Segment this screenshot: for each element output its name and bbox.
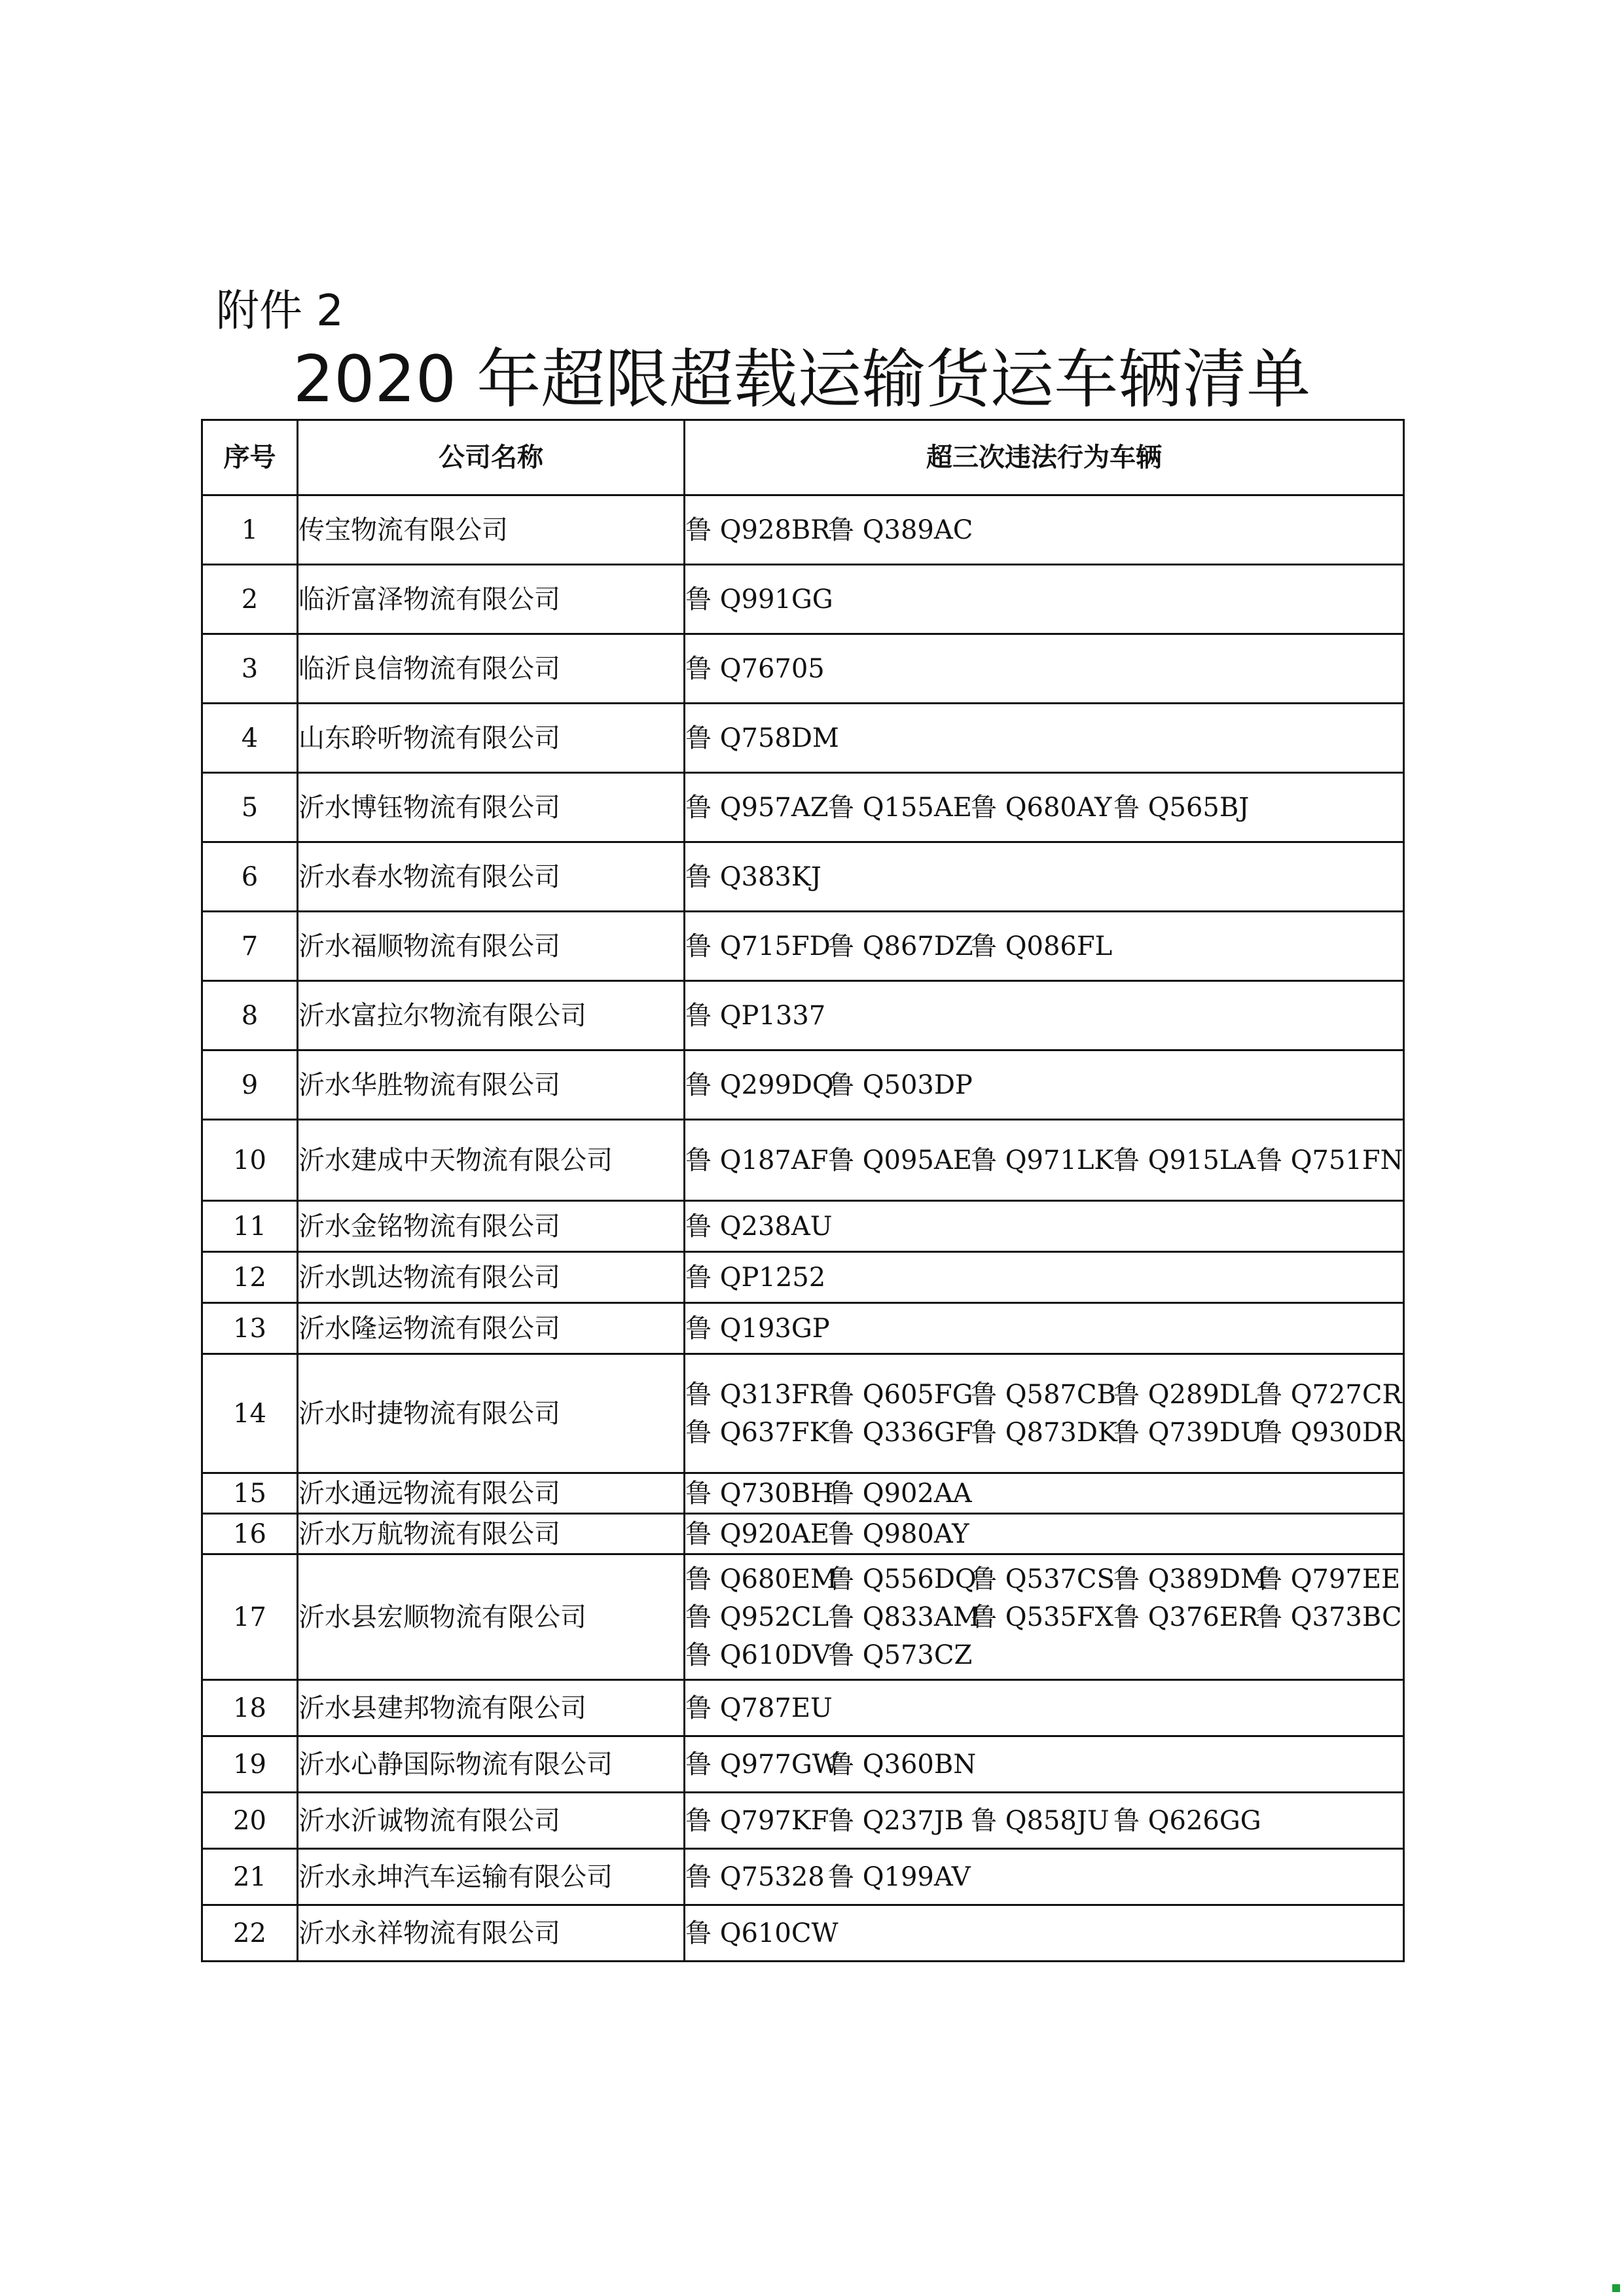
vehicle-plates: [685, 981, 1404, 1050]
table-row: [202, 1849, 1404, 1905]
plate-number: 鲁 Q915LA: [1113, 1145, 1256, 1175]
row-index: 14: [202, 1354, 298, 1473]
table-row: [202, 565, 1404, 634]
plate-number: 鲁 Q977GW: [685, 1749, 839, 1780]
table-row: [202, 1905, 1404, 1962]
company-name: 沂水建成中天物流有限公司: [298, 1120, 685, 1201]
company-name: 沂水凯达物流有限公司: [298, 1252, 685, 1303]
plate-number: 鲁 Q758DM: [685, 723, 839, 753]
plate-number: 鲁 Q336GF: [828, 1417, 973, 1448]
plate-number: 鲁 Q187AF: [685, 1145, 829, 1175]
plate-number: 鲁 Q373BC: [1256, 1602, 1402, 1632]
plate-number: 鲁 Q797KF: [685, 1805, 829, 1836]
plate-number: 鲁 Q587CB: [971, 1379, 1116, 1410]
plate-number: 鲁 Q289DL: [1113, 1379, 1258, 1410]
plate-number: 鲁 Q902AA: [828, 1478, 972, 1509]
plate-number: 鲁 Q383KJ: [685, 861, 821, 892]
plate-number: 鲁 Q971LK: [971, 1145, 1114, 1175]
company-name: 沂水县建邦物流有限公司: [298, 1680, 685, 1736]
plate-number: 鲁 Q573CZ: [828, 1640, 973, 1670]
row-index: 4: [202, 704, 298, 773]
vehicle-plates: [685, 912, 1404, 981]
row-index: 20: [202, 1793, 298, 1849]
plate-number: 鲁 Q299DQ: [685, 1069, 834, 1100]
table-row: [202, 1354, 1404, 1473]
company-name: 沂水富拉尔物流有限公司: [298, 981, 685, 1050]
row-index: 2: [202, 565, 298, 634]
vehicle-plates: [685, 1514, 1404, 1554]
table-row: [202, 1303, 1404, 1354]
vehicle-plates: [685, 1554, 1404, 1680]
plate-number: 鲁 Q313FR: [685, 1379, 829, 1410]
row-index: 21: [202, 1849, 298, 1905]
row-index: 12: [202, 1252, 298, 1303]
row-index: 22: [202, 1905, 298, 1962]
plate-number: 鲁 Q537CS: [971, 1564, 1115, 1594]
table-header-row: [202, 420, 1404, 495]
plate-number: 鲁 Q376ER: [1113, 1602, 1259, 1632]
plate-number: 鲁 Q833AM: [828, 1602, 980, 1632]
vehicle-list-table: [201, 419, 1405, 1962]
plate-number: 鲁 Q605FG: [828, 1379, 973, 1410]
vehicle-plates: [685, 1201, 1404, 1252]
company-name: 沂水永坤汽车运输有限公司: [298, 1849, 685, 1905]
company-name: 沂水福顺物流有限公司: [298, 912, 685, 981]
row-index: 13: [202, 1303, 298, 1354]
table-row: [202, 1554, 1404, 1680]
plate-number: 鲁 Q086FL: [971, 931, 1113, 961]
plate-number: 鲁 Q155AE: [828, 792, 972, 823]
plate-number: 鲁 Q680EM: [685, 1564, 838, 1594]
row-index: 19: [202, 1736, 298, 1793]
vehicle-plates: [685, 1252, 1404, 1303]
table-row: [202, 1252, 1404, 1303]
row-index: 10: [202, 1120, 298, 1201]
table-row: [202, 1050, 1404, 1120]
row-index: 1: [202, 495, 298, 565]
row-index: 6: [202, 842, 298, 912]
company-name: 沂水隆运物流有限公司: [298, 1303, 685, 1354]
row-index: 16: [202, 1514, 298, 1554]
table-row: [202, 1793, 1404, 1849]
company-name: 沂水心静国际物流有限公司: [298, 1736, 685, 1793]
plate-number: 鲁 Q193GP: [685, 1313, 830, 1344]
company-name: 沂水金铭物流有限公司: [298, 1201, 685, 1252]
table-row: [202, 773, 1404, 842]
vehicle-plates: [685, 1354, 1404, 1473]
plate-number: 鲁 Q739DU: [1113, 1417, 1263, 1448]
vehicle-plates: [685, 1303, 1404, 1354]
table-row: [202, 981, 1404, 1050]
table-row: [202, 842, 1404, 912]
plate-number: 鲁 Q952CL: [685, 1602, 829, 1632]
plate-number: 鲁 Q680AY: [971, 792, 1112, 823]
company-name: 沂水县宏顺物流有限公司: [298, 1554, 685, 1680]
plate-number: 鲁 Q360BN: [828, 1749, 977, 1780]
table-row: [202, 634, 1404, 704]
plate-number: 鲁 Q095AE: [828, 1145, 972, 1175]
row-index: 9: [202, 1050, 298, 1120]
plate-number: 鲁 Q715FD: [685, 931, 831, 961]
plate-number: 鲁 Q858JU: [971, 1805, 1110, 1836]
plate-number: 鲁 Q503DP: [828, 1069, 973, 1100]
vehicle-plates: [685, 1905, 1404, 1962]
vehicle-plates: [685, 773, 1404, 842]
plate-number: 鲁 Q957AZ: [685, 792, 829, 823]
vehicle-plates: [685, 1680, 1404, 1736]
plate-number: 鲁 Q556DQ: [828, 1564, 977, 1594]
vehicle-plates: [685, 495, 1404, 565]
plate-number: 鲁 Q237JB: [828, 1805, 964, 1836]
table-row: [202, 912, 1404, 981]
row-index: 18: [202, 1680, 298, 1736]
header-company: 公司名称: [298, 420, 685, 495]
plate-number: 鲁 Q238AU: [685, 1211, 833, 1242]
plate-number: 鲁 Q930DR: [1256, 1417, 1403, 1448]
company-name: 临沂良信物流有限公司: [298, 634, 685, 704]
plate-number: 鲁 Q787EU: [685, 1693, 833, 1723]
plate-number: 鲁 Q991GG: [685, 584, 833, 615]
plate-number: 鲁 Q565BJ: [1113, 792, 1250, 823]
plate-number: 鲁 QP1337: [685, 1000, 826, 1031]
document-title: 2020 年超限超载运输货运车辆清单: [293, 342, 1311, 417]
plate-number: 鲁 QP1252: [685, 1262, 826, 1293]
plate-number: 鲁 Q727CR: [1256, 1379, 1402, 1410]
company-name: 山东聆听物流有限公司: [298, 704, 685, 773]
table-body: [202, 495, 1404, 1962]
plate-number: 鲁 Q980AY: [828, 1518, 969, 1549]
company-name: 临沂富泽物流有限公司: [298, 565, 685, 634]
plate-number: 鲁 Q389AC: [828, 514, 973, 545]
table-row: [202, 1120, 1404, 1201]
attachment-label: 附件 2: [216, 285, 344, 336]
plate-number: 鲁 Q637FK: [685, 1417, 829, 1448]
table-row: [202, 704, 1404, 773]
company-name: 沂水春水物流有限公司: [298, 842, 685, 912]
row-index: 7: [202, 912, 298, 981]
plate-number: 鲁 Q610CW: [685, 1918, 839, 1948]
row-index: 8: [202, 981, 298, 1050]
vehicle-plates: [685, 1120, 1404, 1201]
vehicle-plates: [685, 1736, 1404, 1793]
table-row: [202, 1680, 1404, 1736]
vehicle-plates: [685, 565, 1404, 634]
table-row: [202, 1473, 1404, 1514]
plate-number: 鲁 Q751FN: [1256, 1145, 1403, 1175]
corner-mark-icon: [1612, 2284, 1620, 2292]
company-name: 传宝物流有限公司: [298, 495, 685, 565]
company-name: 沂水通远物流有限公司: [298, 1473, 685, 1514]
vehicle-plates: [685, 1849, 1404, 1905]
plate-number: 鲁 Q75328: [685, 1861, 825, 1892]
company-name: 沂水永祥物流有限公司: [298, 1905, 685, 1962]
plate-number: 鲁 Q797EE: [1256, 1564, 1401, 1594]
plate-number: 鲁 Q610DV: [685, 1640, 831, 1670]
table-row: [202, 1514, 1404, 1554]
row-index: 11: [202, 1201, 298, 1252]
vehicle-plates: [685, 1473, 1404, 1514]
table-row: [202, 1736, 1404, 1793]
plate-number: 鲁 Q730BH: [685, 1478, 834, 1509]
row-index: 15: [202, 1473, 298, 1514]
row-index: 17: [202, 1554, 298, 1680]
plate-number: 鲁 Q535FX: [971, 1602, 1114, 1632]
header-vehicles: 超三次违法行为车辆: [685, 420, 1404, 495]
row-index: 3: [202, 634, 298, 704]
plate-number: 鲁 Q873DK: [971, 1417, 1117, 1448]
plate-number: 鲁 Q76705: [685, 653, 825, 684]
plate-number: 鲁 Q199AV: [828, 1861, 971, 1892]
vehicle-plates: [685, 704, 1404, 773]
vehicle-plates: [685, 842, 1404, 912]
vehicle-plates: [685, 1793, 1404, 1849]
table-row: [202, 1201, 1404, 1252]
table-row: [202, 495, 1404, 565]
header-index: 序号: [202, 420, 298, 495]
vehicle-plates: [685, 1050, 1404, 1120]
plate-number: 鲁 Q867DZ: [828, 931, 973, 961]
plate-number: 鲁 Q928BR: [685, 514, 831, 545]
plate-number: 鲁 Q920AE: [685, 1518, 829, 1549]
company-name: 沂水沂诚物流有限公司: [298, 1793, 685, 1849]
company-name: 沂水博钰物流有限公司: [298, 773, 685, 842]
company-name: 沂水万航物流有限公司: [298, 1514, 685, 1554]
plate-number: 鲁 Q389DM: [1113, 1564, 1267, 1594]
plate-number: 鲁 Q626GG: [1113, 1805, 1261, 1836]
vehicle-plates: [685, 634, 1404, 704]
company-name: 沂水华胜物流有限公司: [298, 1050, 685, 1120]
company-name: 沂水时捷物流有限公司: [298, 1354, 685, 1473]
row-index: 5: [202, 773, 298, 842]
